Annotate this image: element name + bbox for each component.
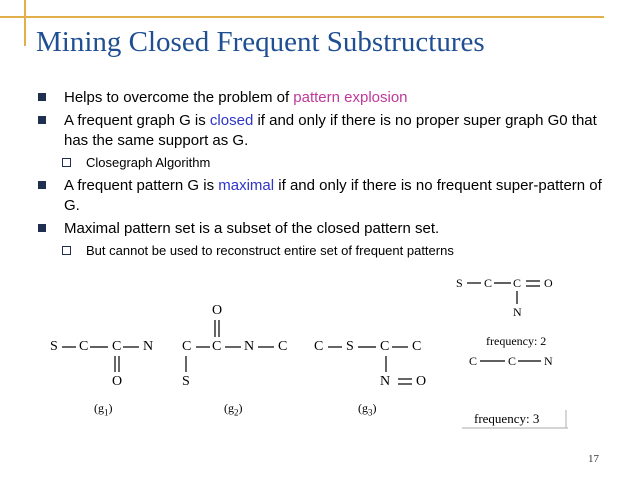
pattern-explosion-text: pattern explosion [293, 89, 408, 106]
sub-bullet-item: But cannot be used to reconstruct entire set of frequent patterns [38, 242, 618, 260]
atom-label: C [513, 276, 522, 290]
bullet-item: A frequent graph G is closed if and only if there is no proper super graph G0 that has the same support as G. [38, 111, 618, 151]
atom-label: S [50, 339, 58, 354]
sub-bullet-item: Closegraph Algorithm [38, 154, 618, 172]
atom-label: O [112, 374, 123, 389]
slide-number: 17 [588, 453, 599, 465]
graph-caption-g3: $(g_3)$ [358, 401, 377, 418]
graph-caption-g2: $(g_2)$ [224, 401, 243, 418]
atom-label: O [544, 276, 553, 290]
atom-label: S [346, 339, 354, 354]
atom-label: C [469, 354, 478, 368]
atom-label: N [244, 339, 255, 354]
atom-label: C [278, 339, 288, 354]
atom-label: C [508, 354, 517, 368]
atom-label: C [182, 339, 192, 354]
atom-label: C [112, 339, 122, 354]
graph-caption-g1: $(g_1)$ [94, 401, 113, 418]
atom-label: N [513, 305, 522, 319]
atom-label: N [143, 339, 154, 354]
atom-label: O [212, 303, 223, 318]
atom-label: N [380, 374, 391, 389]
frequency-label: frequency: 3 [474, 411, 540, 426]
slide-title: Mining Closed Frequent Substructures [36, 26, 485, 58]
atom-label: C [314, 339, 324, 354]
atom-label: S [182, 374, 190, 389]
atom-label: N [544, 354, 553, 368]
atom-label: C [212, 339, 222, 354]
bullet-item: A frequent pattern G is maximal if and only if there is no frequent super-pattern of G. [38, 176, 618, 216]
atom-label: C [412, 339, 422, 354]
bullet-item: Maximal pattern set is a subset of the closed pattern set. [38, 219, 618, 239]
atom-label: C [79, 339, 89, 354]
atom-label: C [380, 339, 390, 354]
maximal-term: maximal [218, 177, 275, 194]
bullet-item: Helps to overcome the problem of pattern explosion [38, 88, 618, 108]
atom-label: S [456, 276, 463, 290]
frequency-label: frequency: 2 [486, 334, 547, 348]
closed-term: closed [209, 112, 254, 129]
atom-label: O [416, 374, 427, 389]
atom-label: C [484, 276, 493, 290]
